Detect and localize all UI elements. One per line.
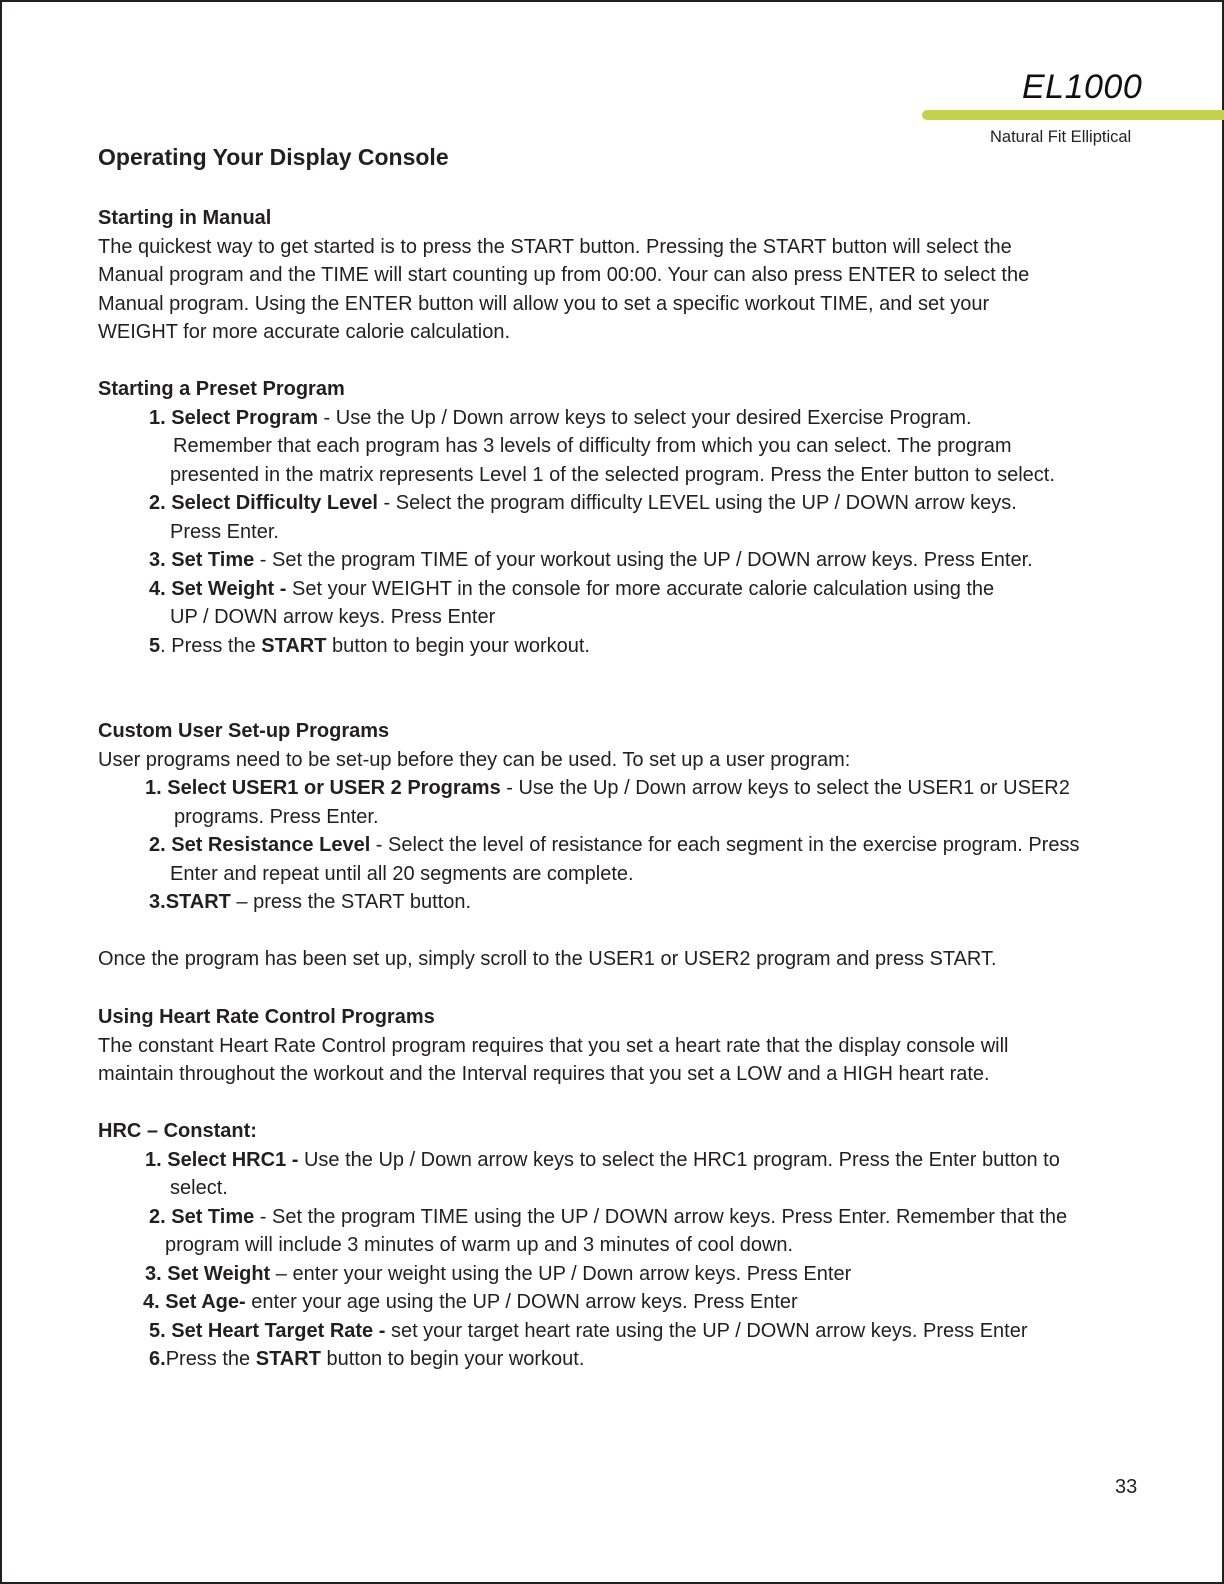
step-number: 4. xyxy=(143,1291,160,1313)
step-number: 1. xyxy=(149,407,166,429)
list-item xyxy=(149,1206,1067,1229)
step-label: Select Difficulty Level xyxy=(171,492,378,514)
step-label: START xyxy=(261,635,327,657)
section-heading-manual: Starting in Manual xyxy=(98,207,272,229)
step-label: Set Weight xyxy=(167,1263,271,1285)
step-text: - Set the program TIME using the UP / DOWN arrow keys. Press Enter. Remember that the xyxy=(254,1206,1068,1228)
list-item xyxy=(149,578,994,601)
step-text: – enter your weight using the UP / Down arrow keys. Press Enter xyxy=(270,1263,852,1285)
step-text: – press the START button. xyxy=(230,891,472,913)
step-label: Select Program xyxy=(171,407,318,429)
list-item xyxy=(145,1263,851,1286)
step-prefix: Press the xyxy=(165,1348,256,1370)
paragraph-line: Manual program and the TIME will start counting up from 00:00. Your can also press ENTER to select the xyxy=(98,264,1030,286)
paragraph-line: WEIGHT for more accurate calorie calculation. xyxy=(98,321,511,343)
step-label: Select USER1 or USER 2 Programs xyxy=(167,777,501,799)
step-continuation: Enter and repeat until all 20 segments are complete. xyxy=(170,863,634,885)
product-name: Natural Fit Elliptical xyxy=(990,128,1132,146)
step-number: 1. xyxy=(145,1149,162,1171)
paragraph-line: Once the program has been set up, simply scroll to the USER1 or USER2 program and press START. xyxy=(98,948,997,970)
step-label: Set Age- xyxy=(165,1291,246,1313)
step-continuation: program will include 3 minutes of warm up and 3 minutes of cool down. xyxy=(165,1234,794,1256)
step-text: - Select the program difficulty LEVEL using the UP / DOWN arrow keys. xyxy=(378,492,1017,514)
paragraph-line: The constant Heart Rate Control program requires that you set a heart rate that the display console will xyxy=(98,1035,1009,1057)
step-number: 5. xyxy=(149,1320,166,1342)
step-number: 3. xyxy=(145,1263,162,1285)
list-item xyxy=(149,1320,1028,1343)
step-label: Select HRC1 - xyxy=(167,1149,299,1171)
list-item xyxy=(149,492,1017,515)
step-label: START xyxy=(255,1348,321,1370)
step-text: enter your age using the UP / DOWN arrow keys. Press Enter xyxy=(245,1291,798,1313)
accent-bar xyxy=(922,110,1224,120)
step-label: START xyxy=(165,891,231,913)
step-text: - Use the Up / Down arrow keys to select your desired Exercise Program. xyxy=(317,407,972,429)
step-text: Use the Up / Down arrow keys to select the HRC1 program. Press the Enter button to xyxy=(298,1149,1060,1171)
list-item xyxy=(149,1348,584,1371)
model-name: EL1000 xyxy=(1022,68,1143,106)
step-number: 2. xyxy=(149,492,166,514)
page-number: 33 xyxy=(1115,1476,1138,1498)
step-label: Set Weight - xyxy=(171,578,287,600)
step-continuation: Press Enter. xyxy=(170,521,279,543)
step-number: 2. xyxy=(149,1206,166,1228)
step-continuation: Remember that each program has 3 levels of difficulty from which you can select. The program xyxy=(173,435,1012,457)
paragraph-line: Manual program. Using the ENTER button will allow you to set a specific workout TIME, and set your xyxy=(98,293,990,315)
step-continuation: programs. Press Enter. xyxy=(174,806,379,828)
step-text: - Select the level of resistance for each segment in the exercise program. Press xyxy=(370,834,1080,856)
list-item xyxy=(149,549,1033,572)
step-number: 3. xyxy=(149,891,166,913)
step-number: 3. xyxy=(149,549,166,571)
step-text: button to begin your workout. xyxy=(326,635,590,657)
step-number: 2. xyxy=(149,834,166,856)
paragraph-line: The quickest way to get started is to press the START button. Pressing the START button will select the xyxy=(98,236,1012,258)
list-item xyxy=(149,635,590,658)
paragraph-line: User programs need to be set-up before they can be used. To set up a user program: xyxy=(98,749,851,771)
step-text: Set your WEIGHT in the console for more accurate calorie calculation using the xyxy=(286,578,995,600)
paragraph-line: maintain throughout the workout and the Interval requires that you set a LOW and a HIGH heart rate. xyxy=(98,1063,990,1085)
section-heading-hrc: Using Heart Rate Control Programs xyxy=(98,1006,435,1028)
step-label: Set Heart Target Rate - xyxy=(171,1320,386,1342)
list-item xyxy=(145,1149,1060,1172)
step-label: Set Resistance Level xyxy=(171,834,371,856)
step-label: Set Time xyxy=(171,549,255,571)
step-text: - Use the Up / Down arrow keys to select the USER1 or USER2 xyxy=(500,777,1070,799)
step-number: 6. xyxy=(149,1348,166,1370)
step-label: Set Time xyxy=(171,1206,255,1228)
step-continuation: presented in the matrix represents Level 1 of the selected program. Press the Enter button to select. xyxy=(170,464,1055,486)
step-prefix: . Press the xyxy=(160,635,262,657)
step-continuation: UP / DOWN arrow keys. Press Enter xyxy=(170,606,496,628)
section-heading-hrc-constant: HRC – Constant: xyxy=(98,1120,257,1142)
list-item xyxy=(149,891,471,914)
step-number: 4. xyxy=(149,578,166,600)
step-text: button to begin your workout. xyxy=(320,1348,585,1370)
list-item xyxy=(143,1291,798,1314)
list-item xyxy=(149,834,1079,857)
section-heading-custom: Custom User Set-up Programs xyxy=(98,720,390,742)
step-number: 5 xyxy=(149,635,161,657)
step-text: - Set the program TIME of your workout using the UP / DOWN arrow keys. Press Enter. xyxy=(254,549,1033,571)
list-item xyxy=(149,407,972,430)
list-item xyxy=(145,777,1070,800)
step-text: set your target heart rate using the UP / DOWN arrow keys. Press Enter xyxy=(385,1320,1028,1342)
step-number: 1. xyxy=(145,777,162,799)
section-heading-preset: Starting a Preset Program xyxy=(98,378,345,400)
page-title: Operating Your Display Console xyxy=(98,144,449,170)
step-continuation: select. xyxy=(170,1177,228,1199)
